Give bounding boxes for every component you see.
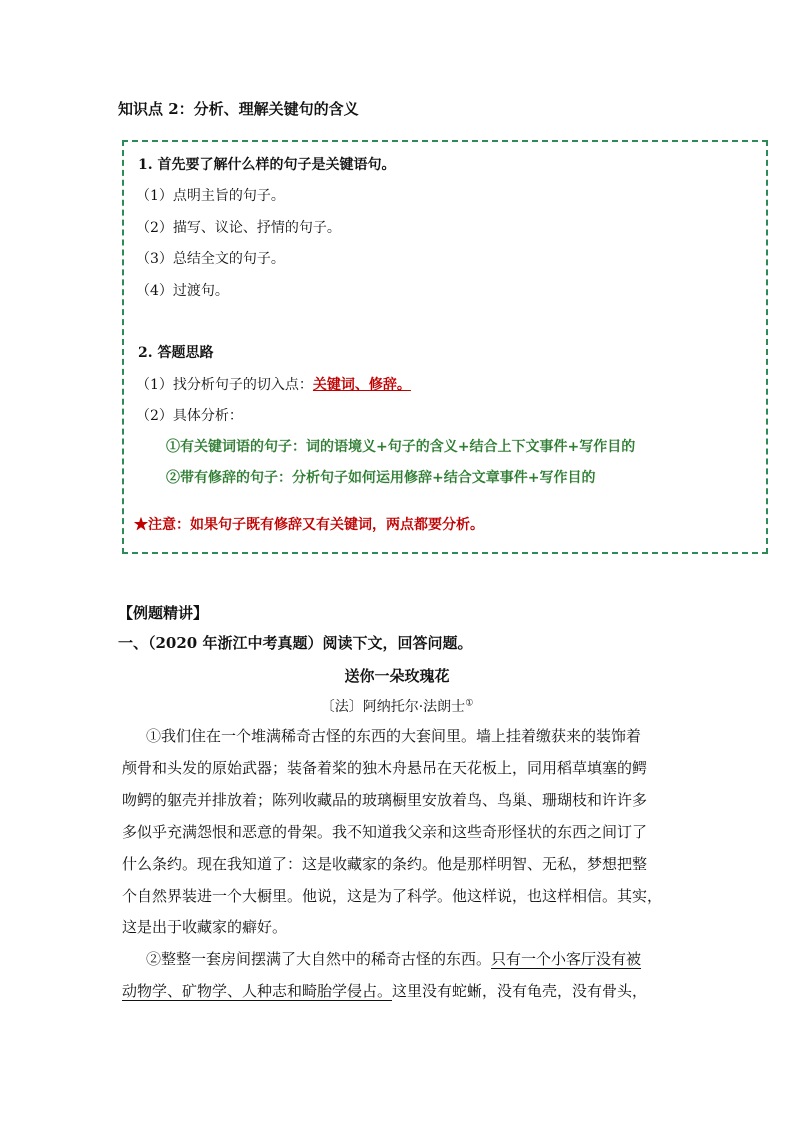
analysis-keyword-sentence: ①有关键词语的句子：词的语境义+句子的含义+结合上下文事件+写作目的	[166, 439, 636, 455]
item1-sub-4: （4）过渡句。	[136, 283, 229, 299]
paragraph-2-plain-b: 这里没有蛇蜥，没有龟壳，没有骨头，	[392, 982, 648, 1000]
article-title: 送你一朵玫瑰花	[344, 667, 450, 685]
paragraph-1-line-5: 什么条约。现在我知道了：这是收藏家的条约。他是那样明智、无私，梦想把整	[122, 855, 648, 873]
paragraph-2-underlined-a: 只有一个小客厅没有被	[491, 950, 642, 968]
paragraph-1-line-7: 这是出于收藏家的癖好。	[122, 918, 288, 936]
item1-sub-3: （3）总结全文的句子。	[136, 251, 285, 267]
item2-sub-1	[136, 374, 411, 394]
section-label: 【例题精讲】	[118, 604, 209, 622]
paragraph-1-line-2: 颅骨和头发的原始武器；装备着桨的独木舟悬吊在天花板上，同用稻草填塞的鳄	[122, 759, 648, 777]
note-text: ★注意：如果句子既有修辞又有关键词，两点都要分析。	[134, 517, 484, 533]
item1-title: 1. 首先要了解什么样的句子是关键语句。	[138, 157, 396, 173]
item2-sub-1-highlight: 关键词、修辞。	[312, 377, 411, 393]
item2-title: 2. 答题思路	[138, 345, 214, 361]
author-name: 〔法〕阿纳托尔·法朗士	[320, 699, 466, 715]
item2-sub-2: （2）具体分析：	[136, 408, 243, 424]
paragraph-1-line-4: 多似乎充满怨恨和恶意的骨架。我不知道我父亲和这些奇形怪状的东西之间订了	[122, 823, 648, 841]
item1-sub-2: （2）描写、议论、抒情的句子。	[136, 220, 341, 236]
item2-sub-1-prefix: （1）找分析句子的切入点：	[136, 377, 313, 393]
article-author	[0, 696, 794, 716]
paragraph-1-line-1: ①我们住在一个堆满稀奇古怪的东西的大套间里。墙上挂着缴获来的装饰着	[146, 727, 642, 745]
question-line: 一、（2020 年浙江中考真题）阅读下文，回答问题。	[118, 634, 473, 652]
paragraph-1-line-3: 吻鳄的躯壳并排放着；陈列收藏品的玻璃橱里安放着鸟、鸟巢、珊瑚枝和许许多	[122, 791, 648, 809]
paragraph-2-line-2	[122, 980, 647, 1001]
item1-sub-1: （1）点明主旨的句子。	[136, 188, 285, 204]
paragraph-2-plain-a: ②整整一套房间摆满了大自然中的稀奇古怪的东西。	[146, 950, 492, 968]
paragraph-2-underlined-b: 动物学、矿物学、人种志和畸胎学侵占。	[122, 982, 393, 1000]
paragraph-2-line-1	[146, 948, 641, 969]
analysis-rhetoric-sentence: ②带有修辞的句子：分析句子如何运用修辞+结合文章事件+写作目的	[166, 470, 596, 486]
author-footnote-mark: ①	[465, 698, 474, 709]
knowledge-point-heading: 知识点 2：分析、理解关键句的含义	[118, 100, 359, 118]
key-points-box	[122, 140, 768, 554]
paragraph-1-line-6: 个自然界装进一个大橱里。他说，这是为了科学。他这样说，也这样相信。其实，	[122, 887, 663, 905]
